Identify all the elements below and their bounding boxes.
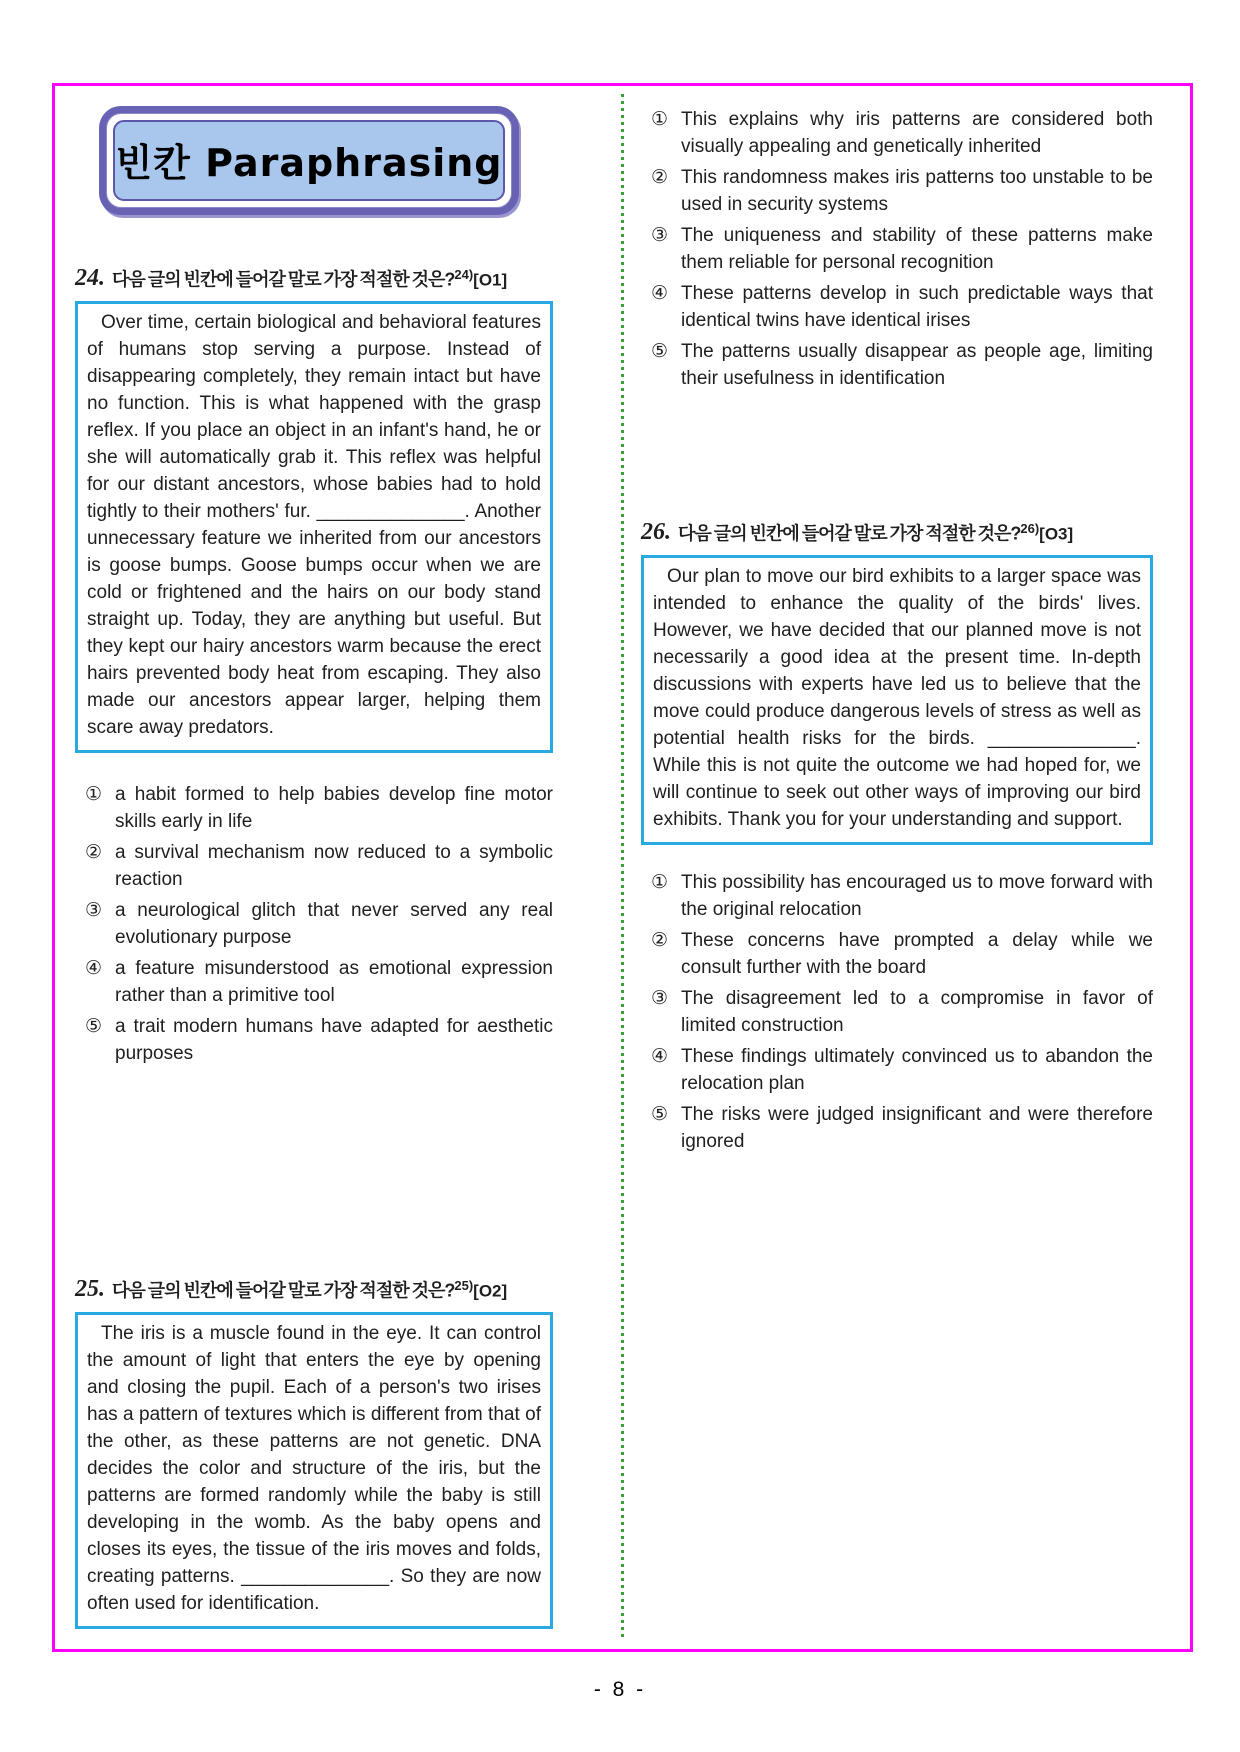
question-24-footnote-ref: 24) xyxy=(454,267,474,282)
question-25-source-tag: [O2] xyxy=(473,1281,508,1301)
section-title-badge xyxy=(99,106,519,215)
page-frame xyxy=(52,83,1193,1652)
question-26-option-1 xyxy=(651,869,1153,923)
question-25-option-1 xyxy=(651,106,1153,160)
question-26-number: 26. xyxy=(641,519,671,546)
question-26-footnote-ref: 26) xyxy=(1020,521,1040,536)
question-24-passage-box xyxy=(75,301,553,753)
question-25-option-3 xyxy=(651,222,1153,276)
option-marker: ⑤ xyxy=(651,1104,669,1126)
question-25-footnote-ref: 25) xyxy=(454,1278,474,1293)
question-26-header xyxy=(641,515,1153,549)
option-marker: ② xyxy=(651,167,669,188)
option-text: The uniqueness and stability of these patterns make them reliable for personal recognition xyxy=(681,225,1153,273)
option-text: a feature misunderstood as emotional expression rather than a primitive tool xyxy=(115,958,553,1007)
question-25-option-2 xyxy=(651,164,1153,218)
option-text: The disagreement led to a compromise in favor of limited construction xyxy=(681,988,1153,1037)
option-text: a neurological glitch that never served any real evolutionary purpose xyxy=(115,900,553,949)
question-25-number: 25. xyxy=(75,1276,105,1303)
option-text: a habit formed to help babies develop fine motor skills early in life xyxy=(115,784,553,833)
option-marker: ① xyxy=(651,109,669,130)
left-column xyxy=(75,106,553,1631)
question-26-passage-box xyxy=(641,555,1153,845)
option-text: The patterns usually disappear as people age, limiting their usefulness in identification xyxy=(681,341,1153,389)
page-number: - 8 - xyxy=(593,1678,647,1701)
question-25-prompt: 다음 글의 빈칸에 들어갈 말로 가장 적절한 것은? xyxy=(112,1280,455,1301)
question-25-passage-box xyxy=(75,1312,553,1629)
option-text: These concerns have prompted a delay while we consult further with the board xyxy=(681,930,1153,979)
option-text: The risks were judged insignificant and were therefore ignored xyxy=(681,1104,1153,1153)
question-25 xyxy=(75,1272,553,1629)
option-text: These findings ultimately convinced us to abandon the relocation plan xyxy=(681,1046,1153,1095)
question-26-options xyxy=(641,869,1153,1155)
option-text: This explains why iris patterns are considered both visually appealing and genetically inherited xyxy=(681,109,1153,157)
question-24-option-3 xyxy=(85,897,553,951)
option-text: These patterns develop in such predictable ways that identical twins have identical irises xyxy=(681,283,1153,331)
question-26-option-4 xyxy=(651,1043,1153,1097)
question-26-option-3 xyxy=(651,985,1153,1039)
question-26-passage-text: Our plan to move our bird exhibits to a larger space was intended to enhance the quality of the birds' lives. However, we have decided that our planned move is not necessarily a good idea at the present time. In-depth discussions with experts have led us to believe that the move could produce dangerous levels of stress as well as potential health risks for the birds. ______________. While this is not quite the outcome we had hoped for, we will continue to seek out other ways of improving our bird exhibits. Thank you for your understanding and support. xyxy=(653,566,1141,831)
section-title: 빈칸 Paraphrasing xyxy=(113,120,505,201)
option-marker: ① xyxy=(85,784,103,806)
question-24-option-5 xyxy=(85,1013,553,1067)
option-text: This randomness makes iris patterns too unstable to be used in security systems xyxy=(681,167,1153,215)
option-marker: ④ xyxy=(651,283,669,304)
question-25-header xyxy=(75,1272,553,1306)
column-divider xyxy=(621,94,624,1641)
question-24-option-4 xyxy=(85,955,553,1009)
option-marker: ③ xyxy=(85,900,103,922)
question-26-prompt: 다음 글의 빈칸에 들어갈 말로 가장 적절한 것은? xyxy=(678,523,1021,544)
question-24-option-1 xyxy=(85,781,553,835)
question-24-option-2 xyxy=(85,839,553,893)
option-marker: ② xyxy=(85,842,103,864)
option-marker: ④ xyxy=(651,1046,669,1068)
option-marker: ④ xyxy=(85,958,103,980)
question-26-option-2 xyxy=(651,927,1153,981)
option-text: a survival mechanism now reduced to a symbolic reaction xyxy=(115,842,553,891)
question-25-passage-text: The iris is a muscle found in the eye. It can control the amount of light that enters the eye by opening and closing the pupil. Each of a person's two irises has a pattern of textures which is different from that of the other, as these patterns are not genetic. DNA decides the color and structure of the iris, but the patterns are formed randomly while the baby is still developing in the womb. As the baby opens and closes its eyes, the tissue of the iris moves and folds, creating patterns. ______________. So they are now often used for identification. xyxy=(87,1323,541,1615)
question-26 xyxy=(641,515,1153,1159)
question-25-option-4 xyxy=(651,280,1153,334)
section-title-badge-ring xyxy=(106,113,512,208)
option-marker: ③ xyxy=(651,225,669,246)
question-24-options xyxy=(75,781,553,1067)
question-25-options xyxy=(641,106,1153,392)
question-24-passage-text: Over time, certain biological and behavioral features of humans stop serving a purpose. Instead of disappearing completely, they remain intact but have no function. This is what happened with the grasp reflex. If you place an object in an infant's hand, he or she will automatically grab it. This reflex was helpful for our distant ancestors, whose babies had to hold tightly to their mothers' fur. ______________. Another unnecessary feature we inherited from our ancestors is goose bumps. Goose bumps occur when we are cold or frightened and the hairs on our body stand straight up. Today, they are anything but useful. But they kept our hairy ancestors warm because the erect hairs prevented body heat from escaping. They also made our ancestors appear larger, helping them scare away predators. xyxy=(87,312,541,739)
question-26-source-tag: [O3] xyxy=(1039,524,1074,544)
right-column xyxy=(641,106,1153,1631)
question-25-option-5 xyxy=(651,338,1153,392)
question-24 xyxy=(75,261,553,1067)
question-24-source-tag: [O1] xyxy=(473,270,508,290)
question-26-option-5 xyxy=(651,1101,1153,1155)
option-marker: ⑤ xyxy=(85,1016,103,1038)
option-marker: ⑤ xyxy=(651,341,669,362)
option-marker: ① xyxy=(651,872,669,894)
question-24-number: 24. xyxy=(75,265,105,292)
option-marker: ③ xyxy=(651,988,669,1010)
option-text: a trait modern humans have adapted for aesthetic purposes xyxy=(115,1016,553,1065)
option-text: This possibility has encouraged us to move forward with the original relocation xyxy=(681,872,1153,921)
question-24-header xyxy=(75,261,553,295)
question-24-prompt: 다음 글의 빈칸에 들어갈 말로 가장 적절한 것은? xyxy=(112,269,455,290)
option-marker: ② xyxy=(651,930,669,952)
